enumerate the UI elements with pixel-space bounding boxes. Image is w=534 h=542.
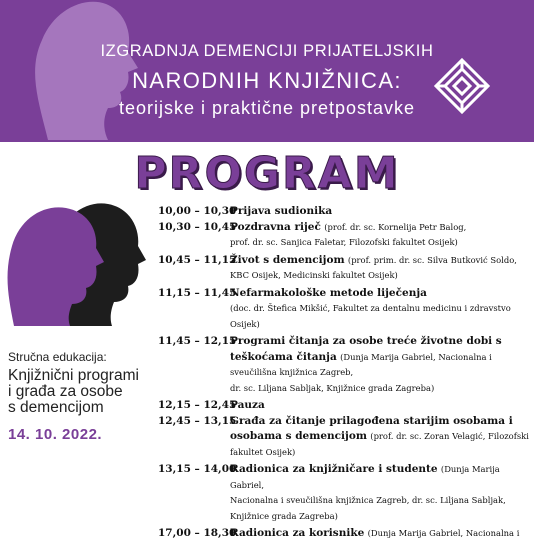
schedule-time: 11,15 – 11,45 [158,286,237,299]
schedule-row [158,526,530,542]
education-title [8,368,158,416]
session-speakers: (prof. dr. sc. Kornelija Petr Balog, [324,221,467,232]
schedule-subrow [158,235,530,251]
schedule-row [158,286,530,302]
session-title: Prijava sudionika [230,205,333,217]
banner-title-line3: teorijske i praktične pretpostavke [118,98,416,118]
schedule-subrow [158,381,530,397]
schedule-time: 10,00 – 10,30 [158,205,237,217]
schedule-time: 13,15 – 14,00 [158,463,237,475]
session-title: Radionica za knjižničare i studente [230,463,438,475]
program-heading: PROGRAM [134,148,400,199]
schedule-desc [230,526,530,542]
schedule [158,204,530,542]
schedule-row [158,220,530,236]
schedule-desc [230,414,530,461]
schedule-desc [230,462,530,493]
session-title: Građa za čitanje prilagođena starijim osobama i osobama s demencijom [230,414,513,442]
schedule-row [158,414,530,461]
schedule-subrow [158,493,530,509]
schedule-time: 17,00 – 18,30 [158,527,237,539]
event-info [8,350,158,443]
schedule-row [158,204,530,220]
session-title: Pauza [230,399,265,411]
banner-title-line1: IZGRADNJA DEMENCIJI PRIJATELJSKIH [100,42,434,60]
education-title-line3: s demencijom [8,399,104,416]
education-title-line1: Knjižnični programi [8,367,139,384]
schedule-desc [230,253,530,269]
schedule-time: 12,15 – 12,45 [158,399,237,411]
session-speakers-cont: Nacionalna i sveučilišna knjižnica Zagreb, dr. sc. Liljana Sabljak, [230,495,506,505]
schedule-desc [230,220,530,236]
session-speakers: (prof. prim. dr. sc. Silva Butković Soldo, [347,254,517,265]
session-speakers-cont: Knjižnice grada Zagreba) [230,510,338,521]
session-speakers-cont: KBC Osijek, Medicinski fakultet Osijek) [230,270,398,280]
education-title-line2: i građa za osobe [8,383,123,400]
session-speakers: (Dunja Marija Gabriel, [230,464,500,490]
schedule-time: 11,45 – 12,15 [158,335,237,347]
schedule-row [158,334,530,381]
header-banner [0,0,534,142]
session-title: Život s demencijom [230,253,345,266]
schedule-time: 10,45 – 11,15 [158,253,237,266]
schedule-desc [230,398,530,414]
session-speakers-cont: prof. dr. sc. Sanjica Faletar, Filozofski fakultet Osijek) [230,237,458,247]
session-title: Pozdravna riječ [230,220,321,233]
session-speakers-cont: (doc. dr. Štefica Mikšić, Fakultet za dentalnu medicinu i zdravstvo Osijek) [230,303,511,329]
session-speakers-cont: dr. sc. Liljana Sabljak, Knjižnice grada Zagreba) [230,382,435,393]
profiles-icon [6,186,156,326]
banner-title-line2: NARODNIH KNJIŽNICA: [132,68,402,93]
maze-logo-icon [432,56,492,116]
education-type: Stručna edukacija: [8,350,107,364]
session-title: Radionica za korisnike [230,527,365,539]
schedule-row [158,462,530,493]
schedule-subrow [158,509,530,525]
event-date: 14. 10. 2022. [8,426,103,443]
session-title: Programi čitanja za osobe treće životne dobi s teškoćama čitanja [230,335,502,363]
session-speakers: (prof. dr. sc. Zoran Velagić, Filozofski fakultet Osijek) [230,431,529,457]
session-speakers: (Dunja Marija Gabriel, Nacionalna i [367,528,520,538]
session-speakers: (Dunja Marija Gabriel, Nacionalna i sveučilišna knjižnica Zagreb, [230,351,492,377]
schedule-desc [230,334,530,381]
session-title: Nefarmakološke metode liječenja [230,286,427,299]
schedule-row [158,398,530,414]
schedule-row [158,253,530,269]
schedule-time: 12,45 – 13,15 [158,414,237,427]
schedule-desc [230,204,530,220]
schedule-desc [230,286,530,302]
schedule-time: 10,30 – 10,45 [158,220,237,233]
schedule-subrow [158,301,530,332]
schedule-subrow [158,268,530,284]
